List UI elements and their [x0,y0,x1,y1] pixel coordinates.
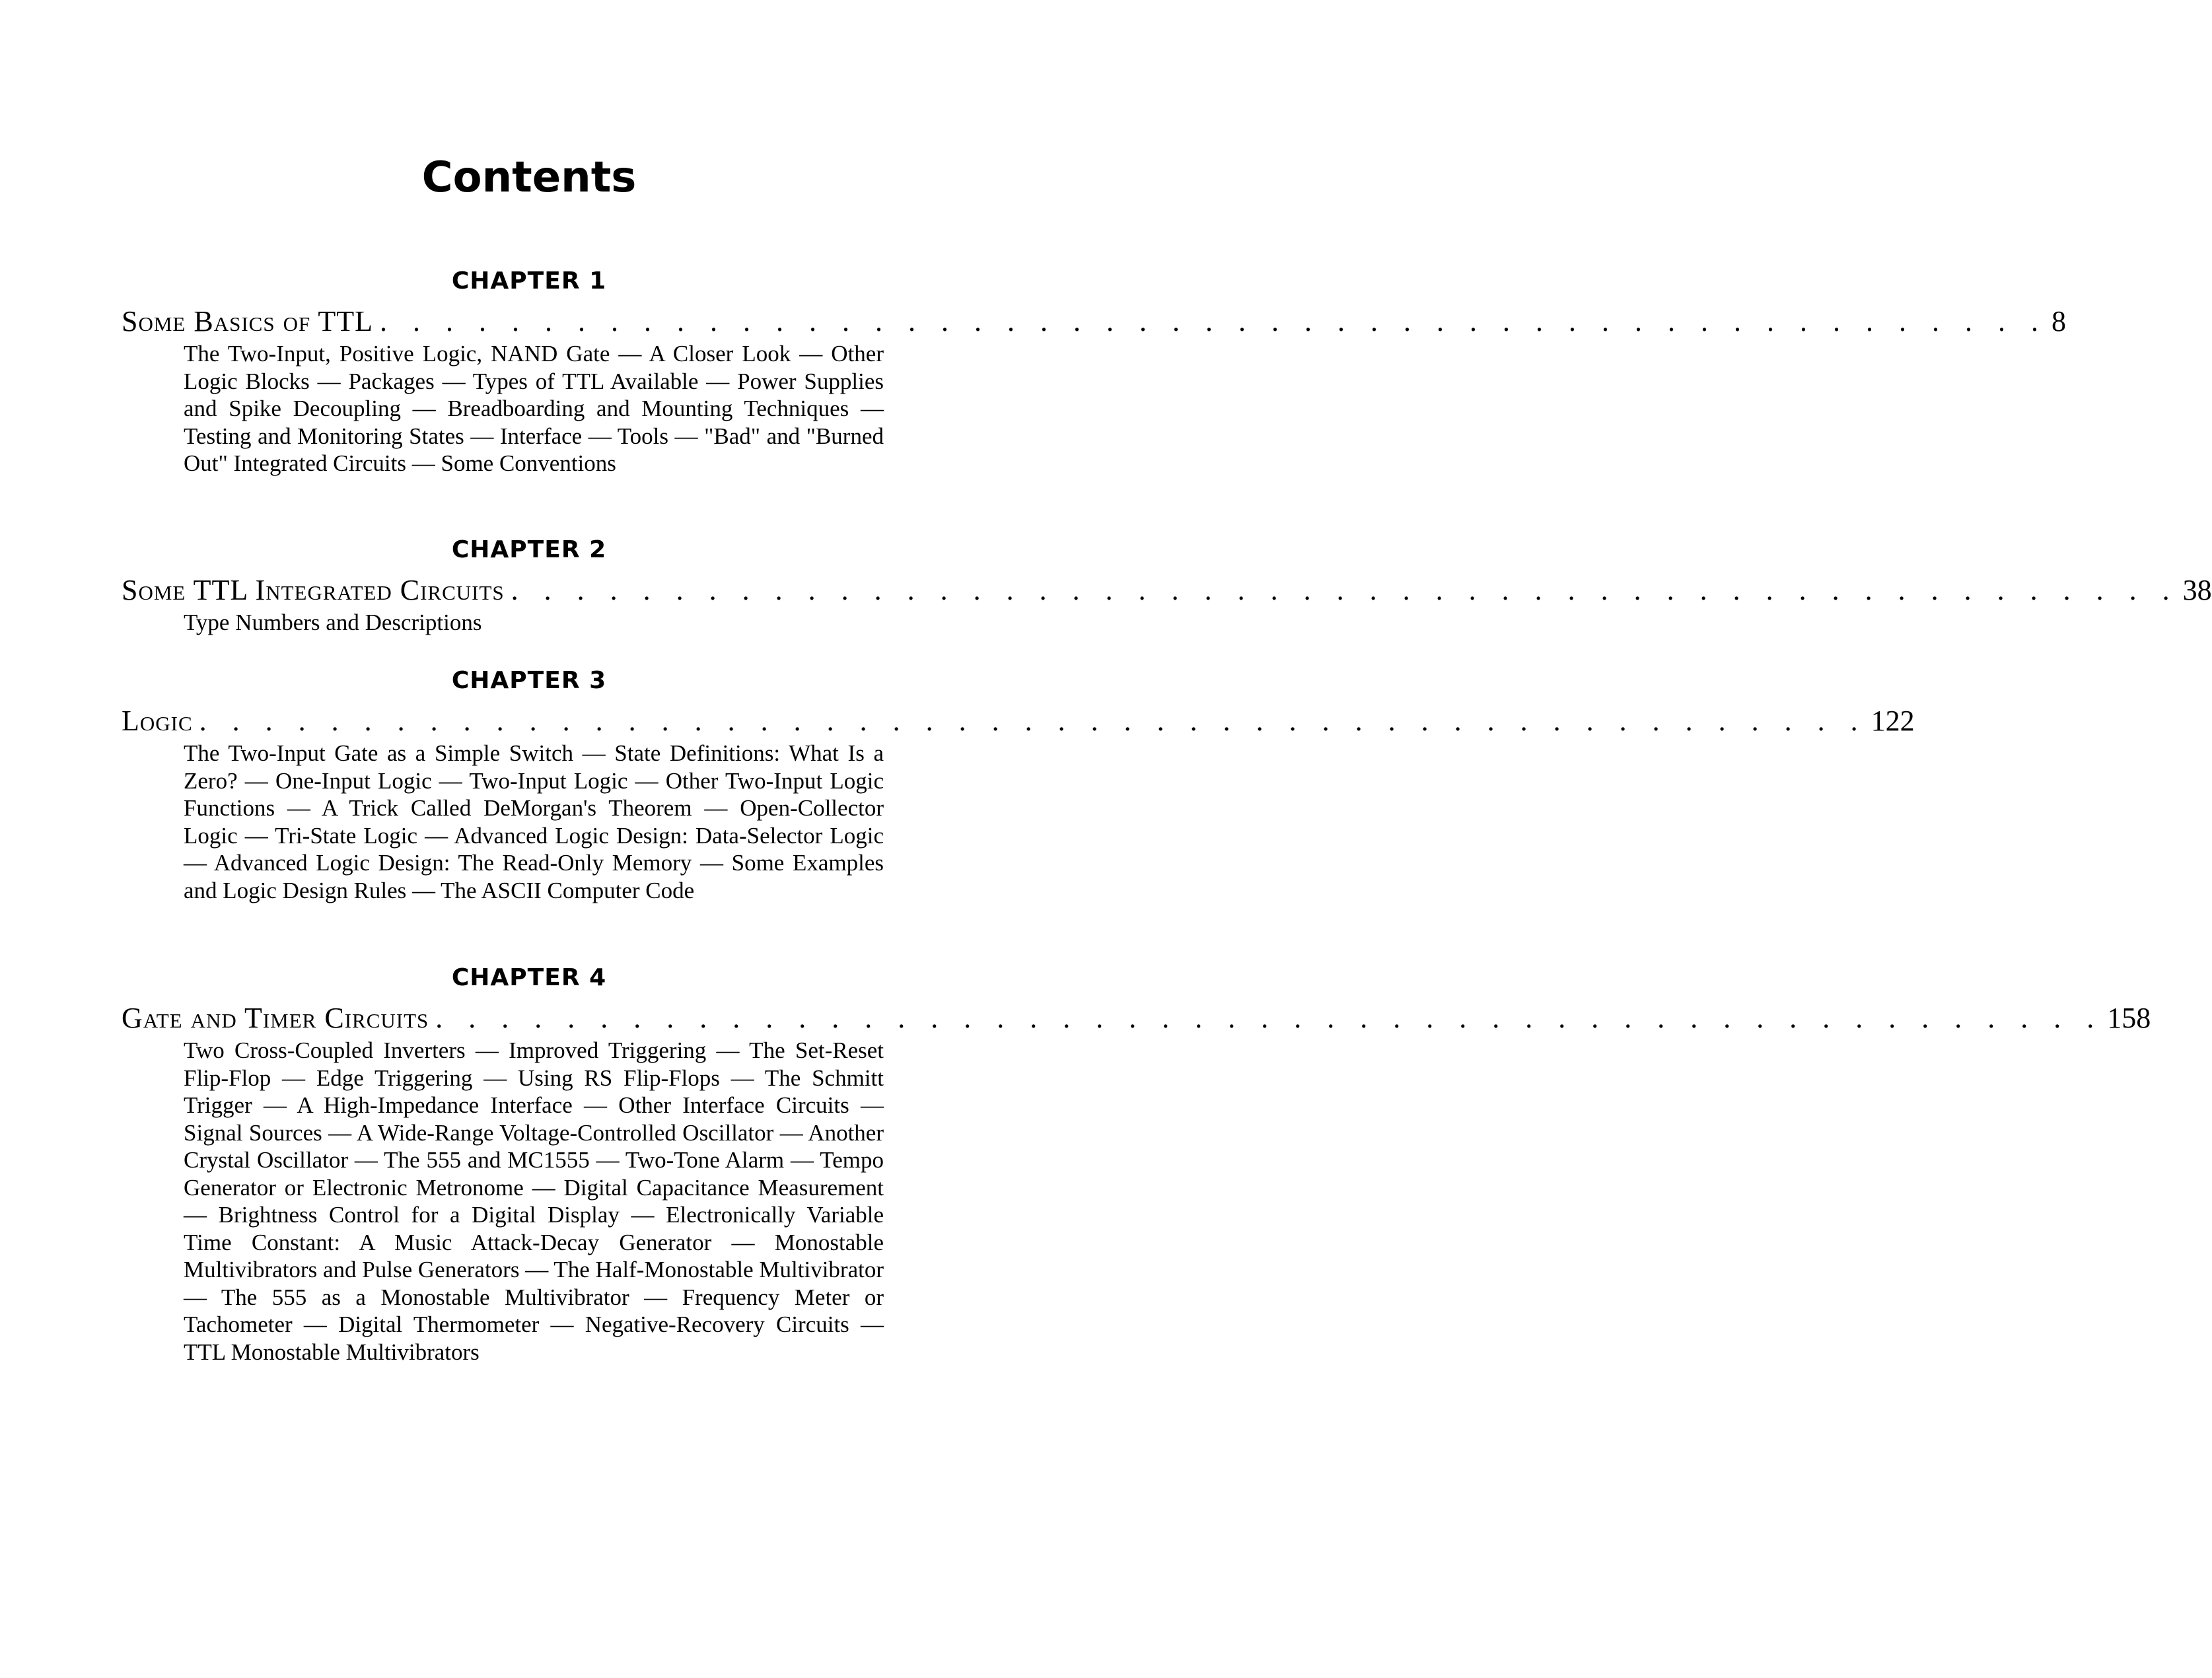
chapter-topics: The Two-Input Gate as a Simple Switch — State Definitions: What Is a Zero? — One-Input Logic — Two-Input Logic — Other Two-Input Logic Functions — A Trick Called DeMorgan's Theorem — Open-Collector Logic — Tri-State Logic — Advanced Logic Design: Data-Selector Logic — Advanced Logic Design: The Read-Only Memory — Some Examples and Logic Design Rules — The ASCII Computer Code [184,740,884,903]
leader-dots: . . . . . . . . . . . . . . . . . . . . . . . . . . . . . . . . . . . . . . . . . . . . . . . . . . . [380,305,2048,337]
chapter-label: CHAPTER 4 [451,964,607,991]
page-number: 158 [2107,1002,2151,1034]
chapter-topics: The Two-Input, Positive Logic, NAND Gate — A Closer Look — Other Logic Blocks — Packages — Types of TTL Available — Power Supplies and Spike Decoupling — Breadboarding and Mounting Techniques — Testing and Monitoring States — Interface — Tools — "Bad" and "Burned Out" Integrated Circuits — Some Conventions [184,341,884,476]
chapter-title: Logic [122,705,193,737]
chapter-label: CHAPTER 1 [451,267,607,295]
toc-entry[interactable] [122,304,2067,341]
leader-dots: . . . . . . . . . . . . . . . . . . . . . . . . . . . . . . . . . . . . . . . . . . . . . . . . . . . [511,574,2179,606]
page-title: Contents [421,153,637,202]
page-number: 8 [2051,305,2067,337]
page-number: 38 [2182,574,2212,606]
chapter-title: Some TTL Integrated Circuits [122,574,505,606]
toc-entry[interactable] [122,573,2212,610]
toc-entry[interactable] [122,704,1915,741]
chapter-title: Gate and Timer Circuits [122,1002,429,1034]
chapter-label: CHAPTER 2 [451,536,607,563]
chapter-label: CHAPTER 3 [451,667,607,694]
chapter-title: Some Basics of TTL [122,305,374,337]
chapter-topics: Two Cross-Coupled Inverters — Improved Triggering — The Set-Reset Flip-Flop — Edge Triggering — Using RS Flip-Flops — The Schmitt Trigger — A High-Impedance Interface — Other Interface Circuits — Signal Sources — A Wide-Range Voltage-Controlled Oscillator — Another Crystal Oscillator — The 555 and MC1555 — Two-Tone Alarm — Tempo Generator or Electronic Metronome — Digital Capacitance Measurement — Brightness Control for a Digital Display — Electronically Variable Time Constant: A Music Attack-Decay Generator — Monostable Multivibrators and Pulse Generators — The Half-Monostable Multivibrator — The 555 as a Monostable Multivibrator — Frequency Meter or Tachometer — Digital Thermometer — Negative-Recovery Circuits — TTL Monostable Multivibrators [184,1037,884,1365]
chapter-topics: Type Numbers and Descriptions [184,610,482,635]
leader-dots: . . . . . . . . . . . . . . . . . . . . . . . . . . . . . . . . . . . . . . . . . . . . . . . . . . . [199,705,1867,737]
toc-entry[interactable] [122,1001,2151,1038]
leader-dots: . . . . . . . . . . . . . . . . . . . . . . . . . . . . . . . . . . . . . . . . . . . . . . . . . . . [435,1002,2104,1034]
page-number: 122 [1871,705,1915,737]
